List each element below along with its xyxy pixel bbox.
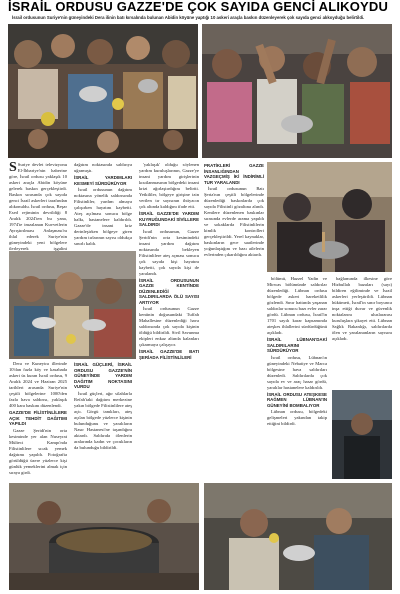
paragraph: dağıtım noktasında saldırıya uğramıştı. xyxy=(74,162,132,173)
crowd-food-photo xyxy=(8,24,198,158)
article-column-3 xyxy=(139,162,199,479)
boy-bowl-photo xyxy=(204,483,392,590)
subheading: İSRAİL GÜÇLERİ, İSRAİL ORDUSU GAZZE'NİN GÜNEYİNDE YARDIM DAĞITIM NOKTASINI VURDU xyxy=(74,362,132,389)
paragraph: İsrail ordusunun Gazze kentinin doğusundaki Tuffah Mahallesine düzenlediği hava saldırısında çok sayıda kişinin öldüğü bildirildi. Sivil Savunma ekipleri enkaz altında kalanları çıkarmaya çalışıyor. xyxy=(139,306,199,347)
paragraph: bölümü, Hazzel Yadin ve Mirwas bölümünde saldırılar düzenlediği. Lübnan ordusu bölgede askeri hareketlilik gözlendi. Sınır hattında yaşanan saldırılar sonucu bazı evler zarar gördü. Lübnan ordusu, İsrail'in 1701 sayılı karar kapsamında ateşkes ihlallerini sürdürdüğünü açıkladı. xyxy=(267,276,327,335)
article-column-4 xyxy=(204,162,264,479)
subheading: İSRAİL ORDUSUNUN GAZZE KENTİNDE DÜZENLEDİĞİ SALDIRILARDA ÖLÜ SAYISI ARTIYOR xyxy=(139,277,199,305)
paragraph: İsrail ordusunun Batı Şeria'nın çeşitli bölgelerinde düzenlediği baskınlarda çok sayıda Filistinli gözaltına alındı. Kentlere düzenlenen baskınlar sırasında evlerde arama yapıldı ve sokaklarda Filistinlilerin kimlik kontrolleri gerçekleştirildi. Yerel kaynaklar, baskınların gece saatlerinde yoğunlaştığını ve bazı ailelerin evlerinden çıkarıldığını aktardı. xyxy=(204,186,264,257)
subheading: İSRAİL LÜBNAN'DAKİ SALDIRILARINI SÜRDÜRÜYOR xyxy=(267,337,327,353)
subheading: İSRAİL ORDUSU ATEŞKESE RAĞMEN LÜBNAN'IN GÜNEYİNİ BOMBALIYOR xyxy=(267,391,327,408)
paragraph: 'yaklaşık' olduğu söylenen yardım kuruluşlarının, Gazze'ye insani yardım girişlerinin kısıtlanmasının bölgedeki insani krizi ağırlaştırdığını belirtti. Yetkililer, bölgeye girişine izin verilen tır sayısının ihtiyacın çok altında kaldığını ifade etti. xyxy=(139,162,199,209)
article-column-2-lower xyxy=(74,361,132,479)
paragraph: Lübnan ordusu, bölgedeki gelişmeleri yakından takip ettiğini bildirdi. xyxy=(267,409,327,426)
subheadline: İsrail ordusunun Suriye'nin güneyindeki Dera ilinin batı kırsalında bulunan Abidin köyüne yaptığı 10 askeri araçla baskın düzenleyerek çok sayıda genci alıkoyduğu belirtildi. xyxy=(12,15,365,20)
article-column-5 xyxy=(267,276,327,479)
children-bowls-photo xyxy=(9,251,136,359)
paragraph: Dera ve Kuneytra illerinde 10'dan fazla köy ve kasabada askeri üs kuran İsrail ordusu, 9 Aralık 2024 ve Haziran 2025 tarihleri arasında Suriye'nin çeşitli bölgelerine 1000'den fazla hava saldırısı, yaklaşık 400 kara baskını düzenlendi. xyxy=(9,361,67,408)
paragraph: Gazze Şeridi'nin orta kesiminde yer alan Nuseyrat Mülteci Kampı'nda Filistinlilere sıcak yemek dağıtımı yapıldı. Fotoğrafta görüldüğü üzere yüzlerce kişi günlük yemeklerini almak için sıraya girdi. xyxy=(9,427,67,475)
paragraph: bağlamında ilkesine göre Hizbullah bazaları (sayı) bildiren eğiliminde ve İsrail askerleri yerleştirildi. Lübnan hükümeti, İsrail'in sınır boyunca inşa ettiği duvar ve güvenlik noktalarını uluslararası kuruluşlara şikayet etti. Lübnan Sağlık Bakanlığı, saldırılarda ölen ve yaralananların sayısını açıkladı. xyxy=(332,276,392,341)
article-column-1-lower xyxy=(9,361,67,479)
article-column-2 xyxy=(74,162,132,250)
subheading: İSRAİL YARDIMLARI KESMEYİ SÜRDÜRÜYOR xyxy=(74,175,132,186)
women-cooking-photo xyxy=(267,162,392,272)
subheading: GAZZE'DE FİLİSTİNLİLERE AÇIK TEHDİT DAĞITIMI YAPILDI xyxy=(9,410,67,426)
paragraph: İsrail ordusu, Lübnan'ın güneyindeki Nebatiye ve Marca bölgesine hava saldırıları düzenledi. Saldırılarda çok sayıda ev ve araç hasar gördü, yaralılar hastanelere kaldırıldı. xyxy=(267,354,327,390)
subheading: PRATİKLERİ GAZZE İNSANLIĞINDAN VAZGEÇMİŞ İKİ İNDİRİMLİ TUR YARALANDI xyxy=(204,163,264,185)
children-reaching-photo xyxy=(202,24,392,158)
drop-cap: S xyxy=(9,160,17,175)
paragraph: İsrail ordusunun dağıtım noktasına yönelik saldırısında Filistinliler, yardım almaya çalışırken hayatını kaybetti. Ateş açılması sonucu bölge halkı, hastanelere kaldırıldı. Gazze'de insani kriz derinleşirken bölgeye giren yardım tırlarının sayısı oldukça sınırlı kaldı. xyxy=(74,187,132,246)
article-column-1 xyxy=(9,162,67,250)
cooking-pot-photo xyxy=(9,483,199,590)
article-column-6 xyxy=(332,276,392,386)
paragraph: İsrail ordusunun, Gazze Şeridi'nin orta kesimindeki insani yardım dağıtım noktasında bekleyen Filistinlilere ateş açması sonucu çok sayıda kişi hayatını kaybetti, çok sayıda kişi de yaralandı. xyxy=(139,228,199,276)
man-portrait-photo xyxy=(332,390,392,479)
subheading: İSRAİL GAZZE'DE YARDIM KUYRUĞUNDAKİ SİVİLLERE SALDIRDI xyxy=(139,211,200,227)
subheading: İSRAİL GAZZE'DE BATI ŞERİADA FİLİSTİNLİLERİ xyxy=(139,349,199,360)
paragraph: İsrail güçleri, ağır silahlarla Refah'taki dağıtım merkezine yakın bölgede Filistinlilere ateş açtı. Görgü tanıkları, ateş açılan bölgede yüzlerce kişinin bulunduğunu ve yaralıların Nasır Hastanesi'ne taşındığını aktardı. Saldırıda ölenlerin aralarında kadın ve çocukların da bulunduğu bildirildi. xyxy=(74,390,132,450)
lead-paragraph: S Suriye devlet televizyonu El-İhbariye'nin haberine göre, İsrail ordusu yaklaşık 10 askeri araçla Abidin köyüne gelerek baskın gerçekleştirdi. Baskın sırasında çok sayıda genci İsrail askerleri tarafından alıkonuldu. İsrail ordusu, Beşar Esed rejiminin devrildiği 8 Aralık 2024'ten bu yana, 1974'te imzalanan Kuvvetlerin Ayrıştırılması Anlaşması'nı ihlal ederek Suriye'nin güneyindeki yeni bölgelere ilerleyerek işgalini xyxy=(9,160,67,251)
headline: İSRAİL ORDUSU GAZZE'DE ÇOK SAYIDA GENCİ ALIKOYDU xyxy=(8,0,389,14)
